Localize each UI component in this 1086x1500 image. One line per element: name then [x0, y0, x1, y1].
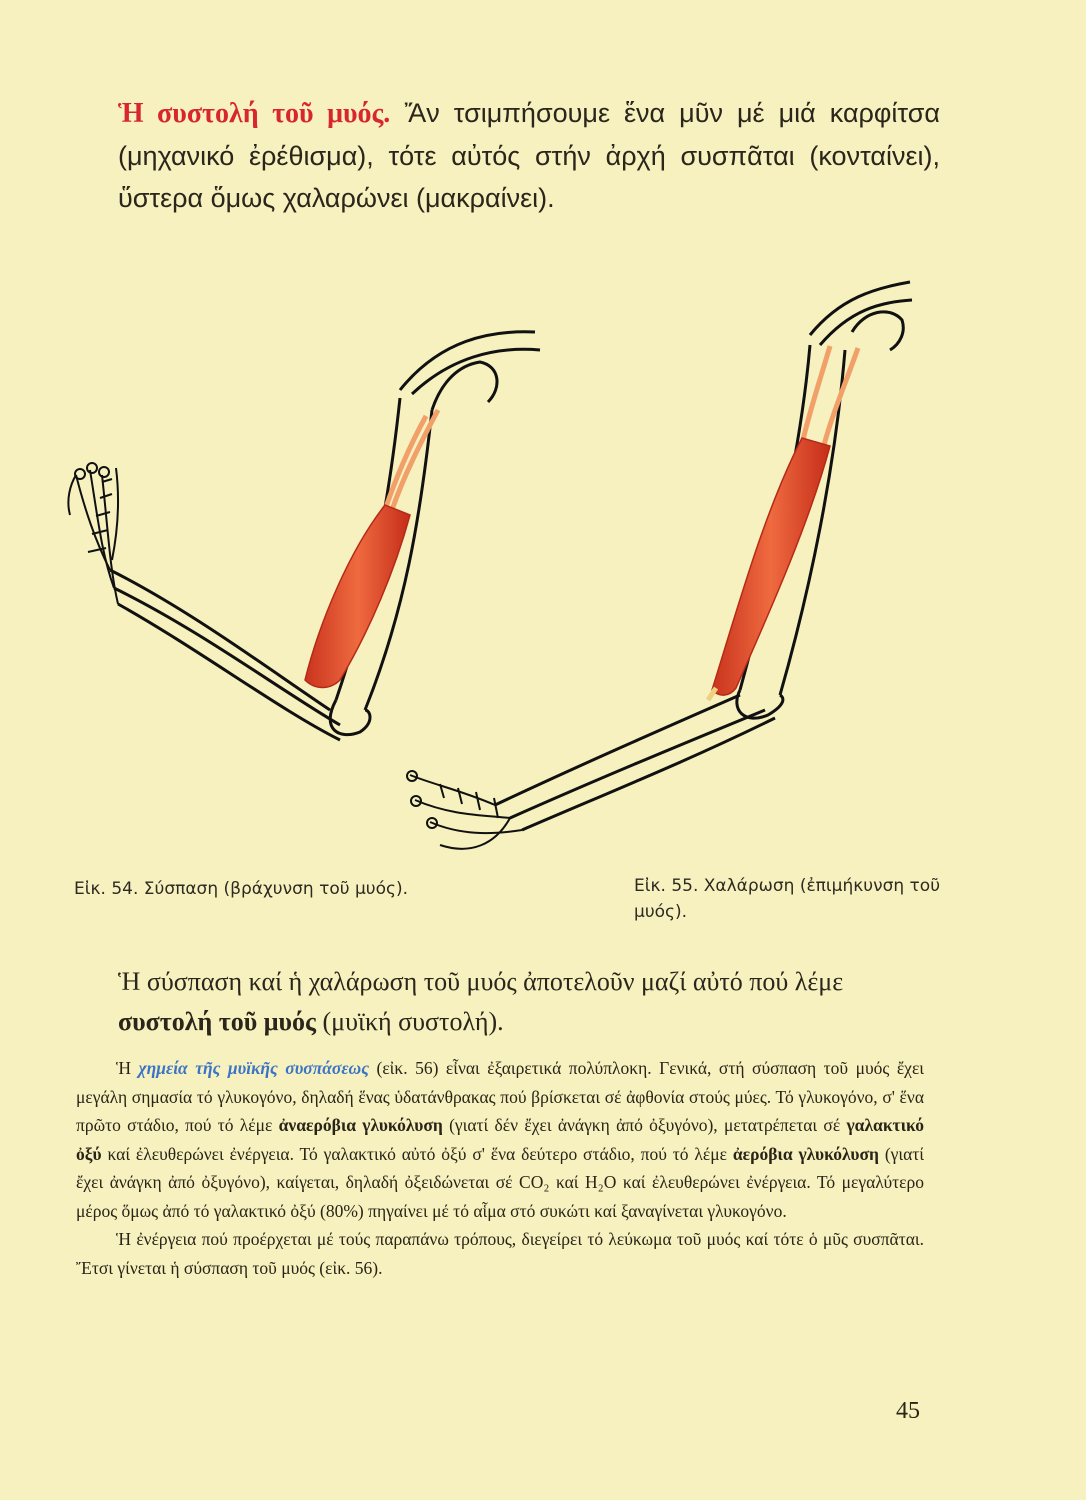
page-number: 45 [896, 1398, 920, 1424]
intro-paragraph [118, 92, 940, 219]
biceps-muscle-contracted [305, 505, 410, 688]
section-title: Ἡ συστολή τοῦ μυός. [118, 98, 391, 129]
chemistry-paragraph [76, 1054, 924, 1225]
shoulder-bone [810, 282, 912, 350]
text-run: (εἰκ. 56) εἶναι ἐξαιρετικά πολύπλοκη. Γενικά, στή σύσπαση τοῦ μυός ἔχει μεγάλη σημασία τό γλυκογόνο, δηλαδή ἕνας ὑδατάνθρακας πού βρίσκεται σέ ἀφθονία στούς μύες. Τό γλυκογόνο, σ' ἕνα πρῶτο στάδιο, πού τό λέμε [76, 1058, 924, 1135]
biceps-tendon [803, 346, 858, 445]
arm-muscle-illustration [40, 270, 1050, 860]
summary-text-1: Ἡ σύσπαση καί ἡ χαλάρωση τοῦ μυός ἀποτελοῦν μαζί αὐτό πού λέμε [118, 967, 844, 996]
chemistry-term: χημεία τῆς μυϊκῆς συσπάσεως [138, 1058, 369, 1078]
hand-skeleton [68, 463, 118, 604]
lactic-acid-term: γαλακτικό ὀξύ [76, 1115, 924, 1164]
lower-tendon [708, 688, 716, 700]
relaxed-arm-figure [407, 282, 912, 849]
energy-paragraph: Ἡ ἐνέργεια πού προέρχεται μέ τούς παραπάνω τρόπους, διεγείρει τό λεύκωμα τοῦ μυός καί τότε ὁ μῦς συσπᾶται. Ἔτσι γίνεται ἡ σύσπαση τοῦ μυός (εἰκ. 56). [76, 1229, 924, 1278]
text-run: (γιατί δέν ἔχει ἀνάγκη ἀπό ὀξυγόνο), μετατρέπεται σέ [442, 1115, 847, 1135]
forearm-bones [495, 695, 775, 830]
figure-54-caption: Εἰκ. 54. Σύσπαση (βράχυνση τοῦ μυός). [74, 879, 409, 899]
text-run: Ἡ [116, 1058, 139, 1078]
elbow-joint [330, 700, 370, 735]
figure-55-caption: Εἰκ. 55. Χαλάρωση (ἐπιμήκυνση τοῦ μυός). [634, 876, 941, 922]
body-text [76, 1054, 924, 1282]
summary-text-2: (μυϊκή συστολή). [315, 1007, 504, 1036]
contracted-arm-figure [68, 332, 540, 740]
elbow-joint [737, 690, 783, 718]
summary-term: συστολή τοῦ μυός [118, 1007, 316, 1036]
anaerobic-term: ἀναερόβια γλυκόλυση [278, 1115, 443, 1135]
shoulder-bone [400, 332, 540, 410]
text-run: (γιατί ἔχει ἀνάγκη ἀπό ὀξυγόνο), καίγεται, δηλαδή ὀξειδώνεται σέ CO₂ καί H₂O καί ἐλευθερώνει ἐνέργεια. Τό μεγαλύτερο μέρος ὅμως ἀπό τό γαλακτικό ὀξύ (80%) πηγαίνει μέ τό αἷμα στό συκώτι καί ξαναγίνεται γλυκογόνο. [76, 1143, 924, 1221]
hand-skeleton [407, 771, 522, 849]
summary-paragraph [118, 962, 928, 1042]
forearm-bones [110, 570, 340, 740]
intro-text: Ἄν τσιμπήσουμε ἕνα μῦν μέ μιά καρφίτσα (μηχανικό ἐρέθισμα), τότε αὐτός στήν ἀρχή συσπᾶται (κονταίνει), ὕστερα ὅμως χαλαρώνει (μακραίνει). [118, 98, 940, 213]
aerobic-term: ἀερόβια γλυκόλυση [732, 1143, 879, 1164]
text-run: καί ἐλευθερώνει ἐνέργεια. Τό γαλακτικό αὐτό ὀξύ σ' ἕνα δεύτερο στάδιο, πού τό λέμε [101, 1143, 733, 1164]
